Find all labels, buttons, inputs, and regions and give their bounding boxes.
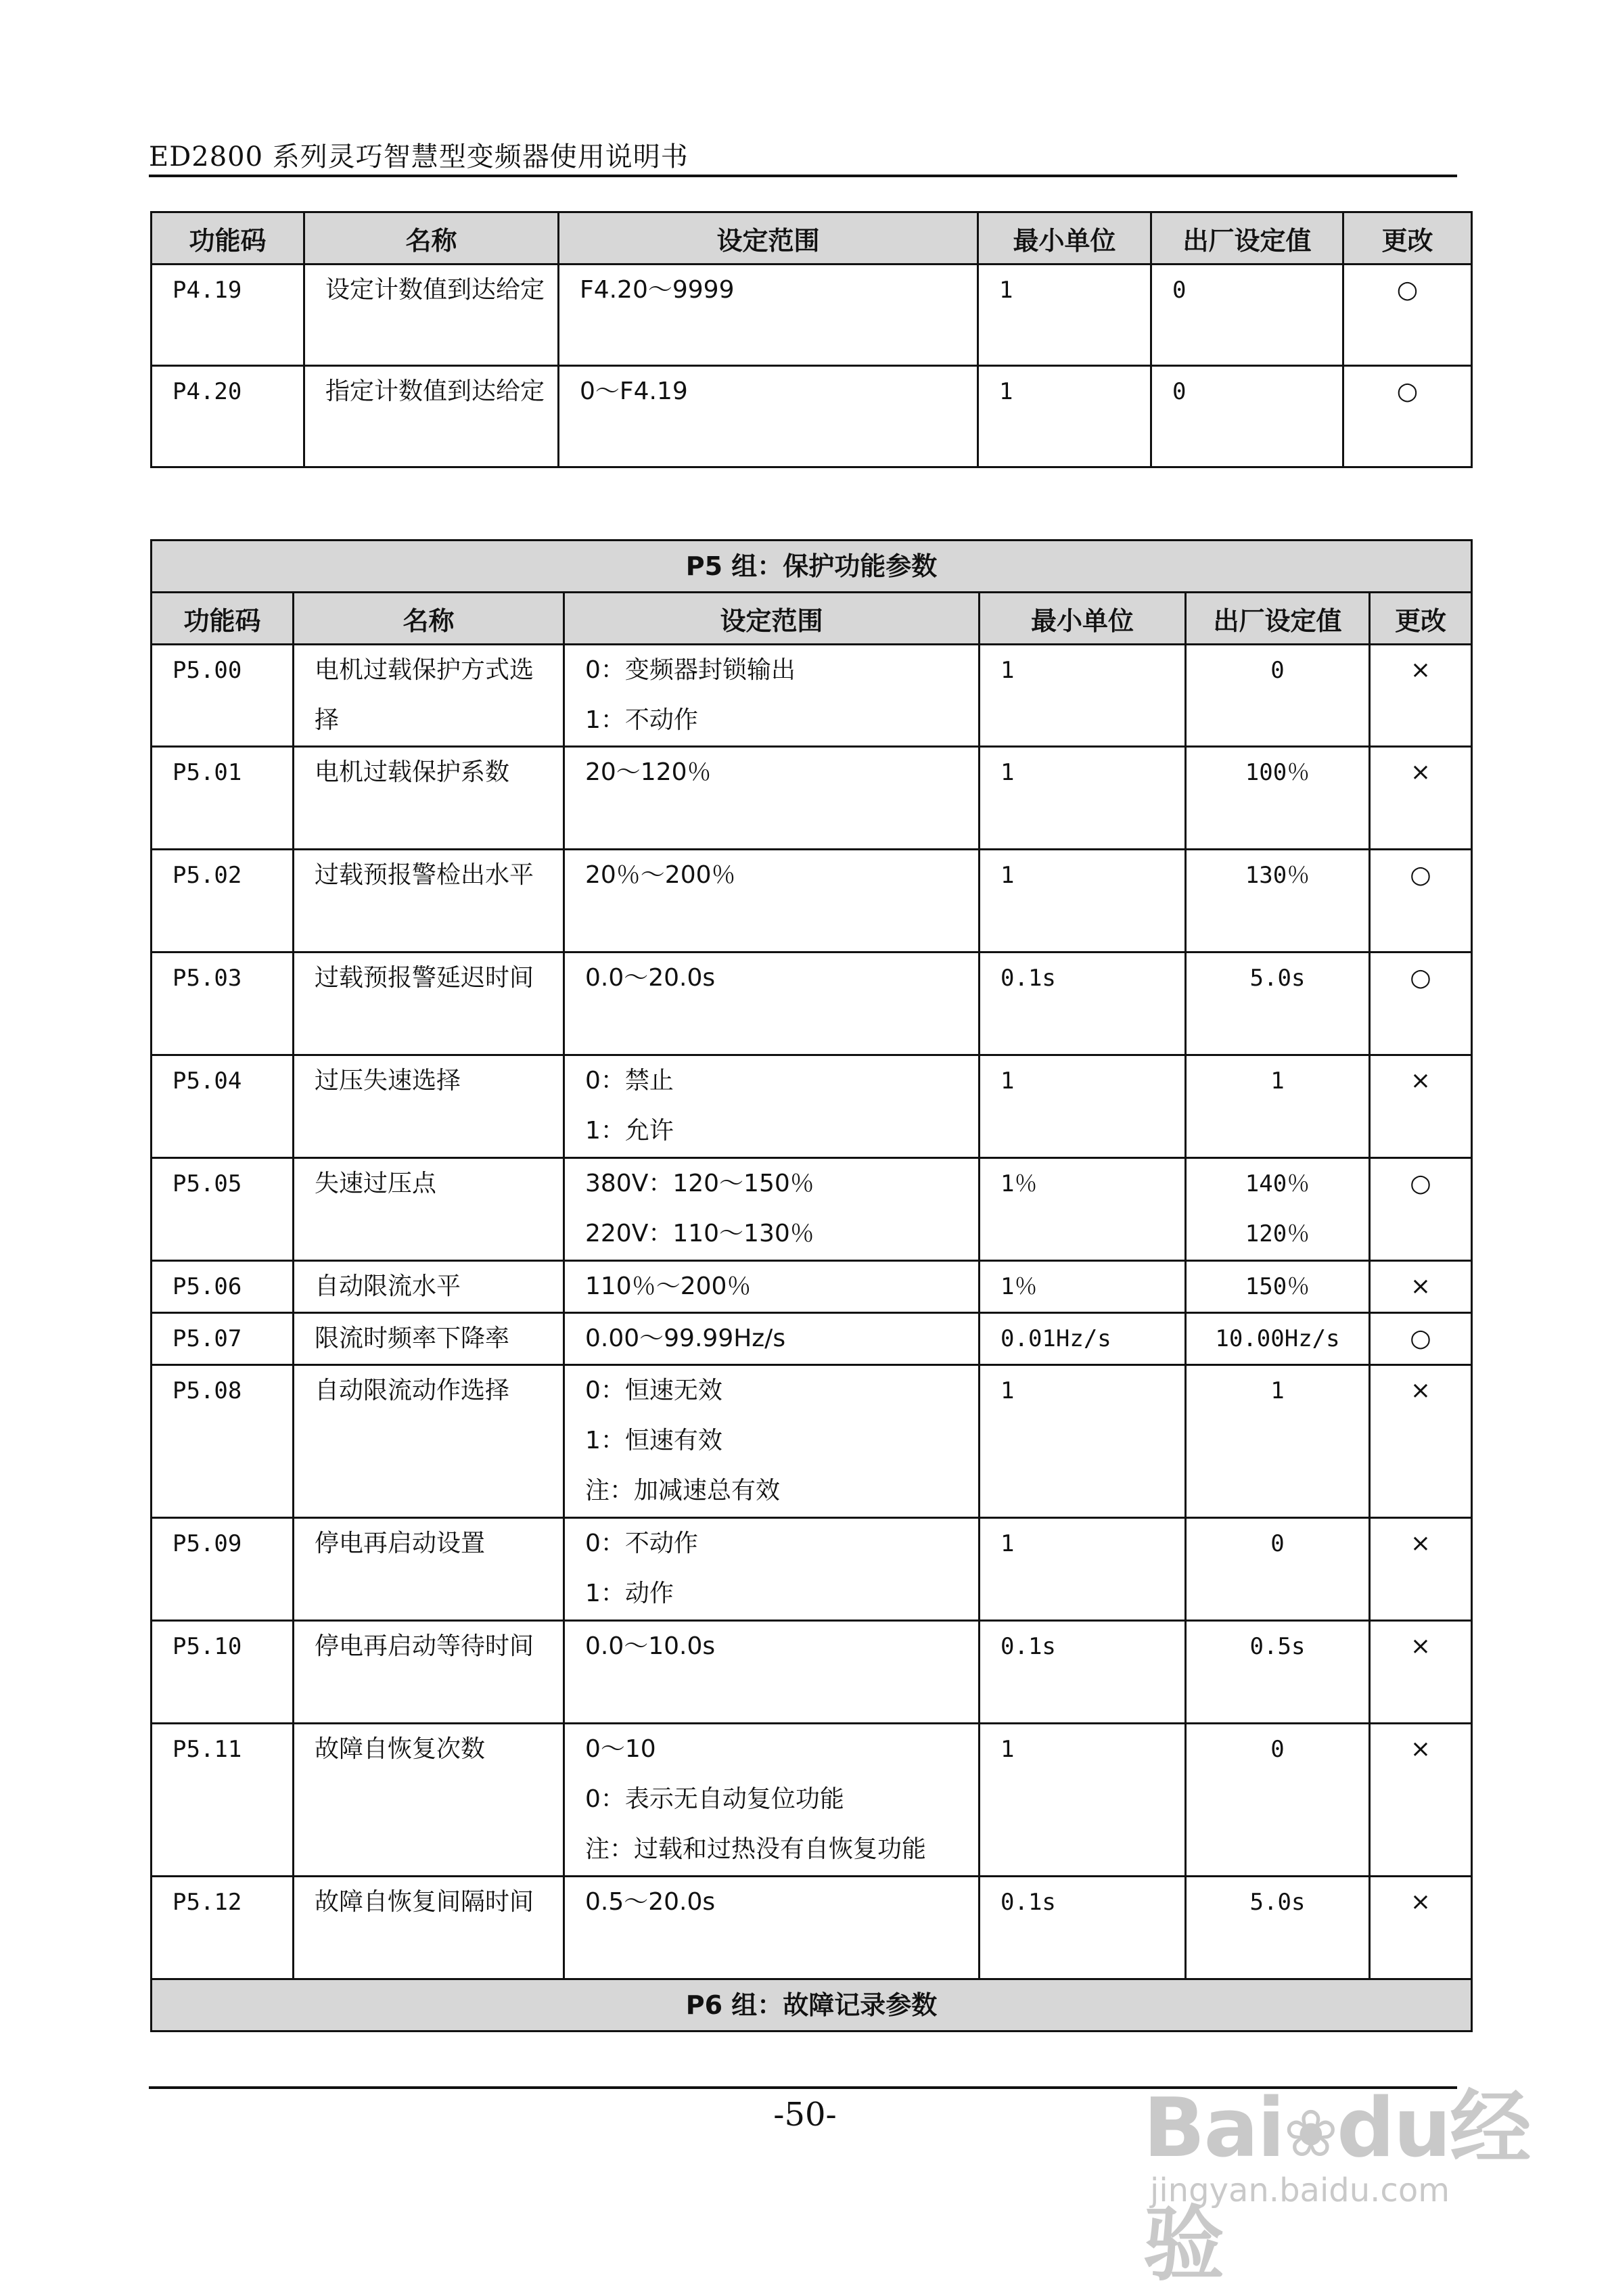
- param-change-flag: ○: [1410, 861, 1431, 889]
- param-change-flag: ○: [1396, 276, 1419, 304]
- table-row: [152, 952, 1472, 1055]
- param-range: 0.0～20.0s: [585, 964, 716, 992]
- watermark-site: jingyan.baidu.com: [1150, 2172, 1450, 2209]
- param-default: 1: [1270, 1377, 1285, 1404]
- param-range: 0：禁止 1：允许: [585, 1067, 674, 1145]
- param-code: P5.03: [172, 965, 242, 992]
- param-name: 过压失速选择: [315, 1067, 461, 1095]
- param-name: 过载预报警检出水平: [315, 861, 534, 889]
- col-header-code: 功能码: [152, 212, 304, 265]
- param-min-unit: 1: [1001, 862, 1015, 889]
- param-range: 0～F4.19: [580, 377, 688, 405]
- table-row: [152, 1055, 1472, 1158]
- param-default: 5.0s: [1249, 1889, 1306, 1916]
- param-min-unit: 1: [1001, 1067, 1015, 1095]
- col-header-change: 更改: [1370, 593, 1472, 645]
- param-min-unit: 1: [1001, 759, 1015, 786]
- param-min-unit: 1: [1001, 1530, 1015, 1557]
- col-header-name: 名称: [294, 593, 564, 645]
- col-header-code: 功能码: [152, 593, 294, 645]
- table-row: [152, 265, 1472, 366]
- param-name: 故障自恢复次数: [315, 1735, 486, 1763]
- param-default: 0: [1270, 1530, 1285, 1557]
- param-default: 150％: [1245, 1273, 1310, 1300]
- param-range: 0.0～10.0s: [585, 1632, 716, 1660]
- param-range: 0：变频器封锁输出 1：不动作: [585, 656, 796, 734]
- param-change-flag: ○: [1410, 1325, 1431, 1352]
- param-range: 20～120％: [585, 758, 712, 786]
- table-row: [152, 645, 1472, 747]
- param-min-unit: 0.1s: [1001, 1889, 1056, 1916]
- param-min-unit: 1: [999, 378, 1013, 405]
- param-default: 0: [1172, 378, 1187, 405]
- param-change-flag: ×: [1410, 1735, 1431, 1763]
- param-default: 0: [1172, 277, 1187, 304]
- group-title-row: [152, 541, 1472, 593]
- table-row: [152, 1158, 1472, 1261]
- param-code: P5.01: [172, 759, 242, 786]
- param-name: 自动限流水平: [315, 1272, 461, 1300]
- parameter-table-p4: [150, 211, 1473, 468]
- parameter-table-p5: [150, 539, 1473, 2032]
- param-change-flag: ×: [1410, 1530, 1431, 1557]
- header-rule: [149, 175, 1457, 177]
- param-default: 0.5s: [1249, 1633, 1306, 1660]
- param-code: P5.11: [172, 1736, 242, 1763]
- param-name: 指定计数值到达给定: [325, 377, 545, 405]
- param-default: 100％: [1245, 759, 1310, 786]
- param-code: P5.02: [172, 862, 242, 889]
- table-header-row: [152, 212, 1472, 265]
- param-name: 停电再启动等待时间: [315, 1632, 534, 1660]
- param-code: P5.09: [172, 1530, 242, 1557]
- param-name: 故障自恢复间隔时间: [315, 1888, 534, 1916]
- table-row: [152, 747, 1472, 850]
- group-title-p6: P6 组：故障记录参数: [152, 1979, 1472, 2031]
- param-range: 0：不动作 1：动作: [585, 1530, 698, 1607]
- param-default: 5.0s: [1249, 965, 1306, 992]
- param-default: 0: [1270, 657, 1285, 684]
- param-min-unit: 1: [1001, 657, 1015, 684]
- param-name: 自动限流动作选择: [315, 1377, 510, 1404]
- param-change-flag: ×: [1410, 1377, 1431, 1404]
- param-code: P4.20: [172, 378, 242, 405]
- param-change-flag: ×: [1410, 1632, 1431, 1660]
- col-header-default: 出厂设定值: [1151, 212, 1343, 265]
- param-range: 0.00～99.99Hz/s: [585, 1325, 786, 1352]
- param-range: 0：恒速无效 1：恒速有效 注：加减速总有效: [585, 1377, 781, 1505]
- watermark-brand-suffix: du: [1337, 2082, 1450, 2176]
- param-name: 限流时频率下降率: [315, 1325, 510, 1352]
- param-code: P5.00: [172, 657, 242, 684]
- param-name: 电机过载保护系数: [315, 758, 510, 786]
- param-range: 110％～200％: [585, 1272, 752, 1300]
- param-range: 0～10 0：表示无自动复位功能 注：过载和过热没有自恢复功能: [585, 1735, 927, 1863]
- param-min-unit: 1％: [1001, 1273, 1038, 1300]
- param-range: F4.20～9999: [580, 276, 735, 304]
- param-name: 失速过压点: [315, 1170, 437, 1197]
- param-default: 1: [1270, 1067, 1285, 1095]
- param-name: 设定计数值到达给定: [325, 276, 545, 304]
- table-row: [152, 1313, 1472, 1365]
- table-row: [152, 1877, 1472, 1979]
- table-row: [152, 1518, 1472, 1621]
- param-name: 过载预报警延迟时间: [315, 964, 534, 992]
- table-header-row: [152, 593, 1472, 645]
- param-code: P5.04: [172, 1067, 242, 1095]
- table-row: [152, 1724, 1472, 1877]
- param-min-unit: 0.1s: [1001, 965, 1056, 992]
- param-change-flag: ○: [1396, 377, 1419, 405]
- param-range: 20％～200％: [585, 861, 736, 889]
- param-range: 380V：120～150％ 220V：110～130％: [585, 1170, 814, 1247]
- param-min-unit: 1: [1001, 1377, 1015, 1404]
- param-min-unit: 0.01Hz/s: [1001, 1325, 1111, 1352]
- param-range: 0.5～20.0s: [585, 1888, 716, 1916]
- col-header-unit: 最小单位: [978, 212, 1151, 265]
- baidu-watermark: [1136, 2036, 1542, 2292]
- col-header-name: 名称: [304, 212, 559, 265]
- param-code: P5.08: [172, 1377, 242, 1404]
- param-code: P5.12: [172, 1889, 242, 1916]
- table-row: [152, 1621, 1472, 1724]
- param-change-flag: ×: [1410, 1272, 1431, 1300]
- param-change-flag: ×: [1410, 758, 1431, 786]
- param-name: 电机过载保护方式选择: [315, 656, 534, 734]
- group-title-p5: P5 组：保护功能参数: [152, 541, 1472, 593]
- param-change-flag: ×: [1410, 656, 1431, 684]
- col-header-unit: 最小单位: [980, 593, 1186, 645]
- document-title: ED2800 系列灵巧智慧型变频器使用说明书: [149, 141, 689, 173]
- table-row: [152, 850, 1472, 952]
- param-min-unit: 1: [999, 277, 1013, 304]
- col-header-range: 设定范围: [564, 593, 980, 645]
- watermark-brand-text: Bai: [1143, 2082, 1284, 2176]
- param-code: P5.10: [172, 1633, 242, 1660]
- table-row: [152, 366, 1472, 467]
- watermark-brand-cn: 经验: [1143, 2082, 1530, 2292]
- param-default: 140％ 120％: [1245, 1170, 1310, 1247]
- col-header-range: 设定范围: [559, 212, 978, 265]
- param-default: 10.00Hz/s: [1215, 1325, 1340, 1352]
- param-change-flag: ○: [1410, 964, 1431, 992]
- param-code: P5.07: [172, 1325, 242, 1352]
- page-number: -50-: [773, 2096, 837, 2134]
- param-min-unit: 1: [1001, 1736, 1015, 1763]
- param-min-unit: 0.1s: [1001, 1633, 1056, 1660]
- param-change-flag: ○: [1410, 1170, 1431, 1197]
- param-change-flag: ×: [1410, 1888, 1431, 1916]
- param-name: 停电再启动设置: [315, 1530, 486, 1557]
- group-title-row: [152, 1979, 1472, 2031]
- param-default: 0: [1270, 1736, 1285, 1763]
- param-code: P5.06: [172, 1273, 242, 1300]
- col-header-change: 更改: [1343, 212, 1472, 265]
- paw-icon: ❀: [1283, 2096, 1337, 2172]
- param-code: P4.19: [172, 277, 242, 304]
- param-code: P5.05: [172, 1170, 242, 1197]
- table-row: [152, 1365, 1472, 1518]
- param-min-unit: 1％: [1001, 1170, 1038, 1197]
- param-change-flag: ×: [1410, 1067, 1431, 1095]
- param-default: 130％: [1245, 862, 1310, 889]
- col-header-default: 出厂设定值: [1186, 593, 1370, 645]
- table-row: [152, 1261, 1472, 1313]
